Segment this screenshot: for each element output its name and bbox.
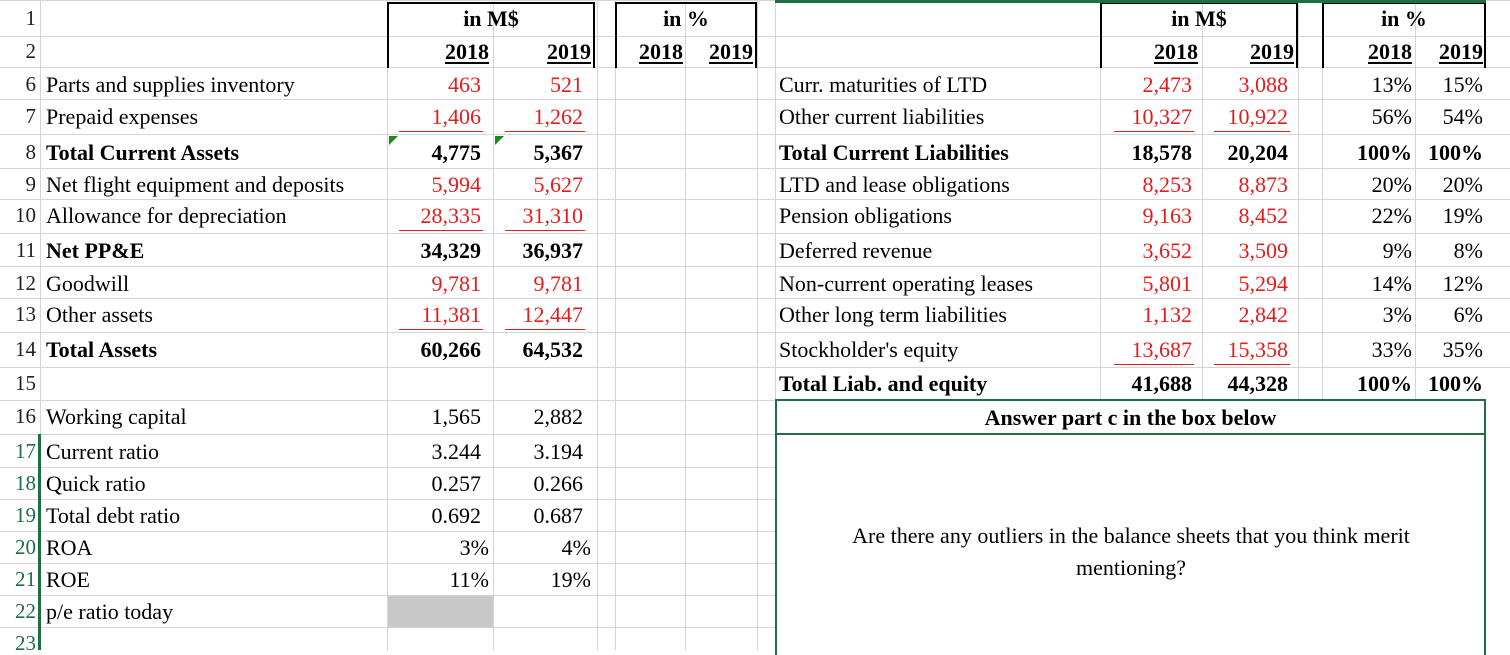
answer-header: Answer part c in the box below: [984, 405, 1277, 430]
right-table-top-border: [775, 0, 1486, 3]
ratio-value[interactable]: 11%: [449, 567, 489, 592]
cell-pct[interactable]: 15%: [1442, 72, 1483, 97]
cell-value[interactable]: 13,687: [1131, 337, 1192, 362]
row-label[interactable]: Net PP&E: [46, 238, 145, 263]
cell-value[interactable]: 4,775: [431, 140, 481, 165]
cell-value[interactable]: 3,509: [1238, 238, 1288, 263]
row-number[interactable]: 9: [25, 172, 36, 196]
ratio-value[interactable]: 4%: [561, 535, 591, 560]
row-number[interactable]: 20: [15, 535, 36, 559]
ratio-label[interactable]: Quick ratio: [46, 471, 146, 496]
left-year-2019[interactable]: 2019: [547, 39, 591, 64]
cell-value[interactable]: 463: [448, 72, 481, 97]
selection-edge: [38, 434, 41, 650]
row-label[interactable]: Curr. maturities of LTD: [779, 72, 988, 97]
row-number[interactable]: 7: [25, 104, 36, 128]
right-year-2018[interactable]: 2018: [1154, 39, 1198, 64]
ratio-label[interactable]: Total debt ratio: [46, 503, 181, 528]
cell-value[interactable]: 18,578: [1131, 140, 1192, 165]
cell-value[interactable]: 44,328: [1227, 371, 1288, 396]
underline: [1214, 131, 1290, 132]
row-number[interactable]: 19: [15, 503, 36, 527]
underline: [505, 131, 585, 132]
ratio-value[interactable]: 3.194: [533, 439, 583, 464]
row-label[interactable]: Other assets: [46, 302, 153, 327]
cell-value[interactable]: 41,688: [1131, 371, 1192, 396]
row-number[interactable]: 17: [15, 439, 36, 463]
cell-pct[interactable]: 33%: [1371, 337, 1412, 362]
cell-value[interactable]: 8,452: [1238, 203, 1288, 228]
row-number[interactable]: 21: [15, 567, 36, 591]
cell-pct[interactable]: 3%: [1382, 302, 1412, 327]
cell-value[interactable]: 9,781: [533, 271, 583, 296]
cell-pct[interactable]: 9%: [1382, 238, 1412, 263]
row-number[interactable]: 10: [15, 203, 36, 227]
cell-value[interactable]: 5,801: [1142, 271, 1192, 296]
row-label[interactable]: Pension obligations: [779, 203, 952, 228]
right-pct-year-2018[interactable]: 2018: [1368, 39, 1412, 64]
cell-value[interactable]: 11,381: [421, 302, 481, 327]
cell-pct[interactable]: 14%: [1371, 271, 1412, 296]
row-number[interactable]: 1: [25, 6, 36, 30]
underline: [399, 131, 483, 132]
cell-value[interactable]: 521: [550, 72, 583, 97]
cell-pct[interactable]: 35%: [1442, 337, 1483, 362]
underline: [1114, 131, 1194, 132]
row-label[interactable]: Stockholder's equity: [779, 337, 959, 362]
row-label[interactable]: Total Current Liabilities: [779, 140, 1009, 165]
row-number[interactable]: 15: [15, 371, 36, 395]
pe-ratio-input-cell[interactable]: [388, 596, 493, 627]
underline: [1114, 364, 1194, 365]
cell-value[interactable]: 5,994: [431, 172, 481, 197]
cell-pct[interactable]: 56%: [1371, 104, 1412, 129]
underline: [399, 329, 483, 330]
left-pct-year-2018[interactable]: 2018: [639, 39, 683, 64]
row-label[interactable]: Deferred revenue: [779, 238, 933, 263]
ratio-label[interactable]: ROE: [46, 567, 90, 592]
cell-value[interactable]: 34,329: [420, 238, 481, 263]
underline: [399, 230, 483, 231]
right-year-2019[interactable]: 2019: [1250, 39, 1294, 64]
error-indicator-icon[interactable]: [389, 136, 398, 145]
ratio-label[interactable]: Current ratio: [46, 439, 160, 464]
underline: [505, 230, 585, 231]
row-label[interactable]: Non-current operating leases: [779, 271, 1034, 296]
row-number[interactable]: 14: [15, 337, 36, 361]
cell-value[interactable]: 5,294: [1238, 271, 1288, 296]
ratio-value[interactable]: 2,882: [533, 404, 583, 429]
cell-value[interactable]: 8,873: [1238, 172, 1288, 197]
cell-value[interactable]: 36,937: [522, 238, 583, 263]
cell-value[interactable]: 8,253: [1142, 172, 1192, 197]
row-label[interactable]: LTD and lease obligations: [779, 172, 1010, 197]
ratio-value[interactable]: 1,565: [431, 404, 481, 429]
row-number[interactable]: 16: [15, 404, 36, 428]
answer-question: Are there any outliers in the balance sheets that you think merit mentioning?: [852, 523, 1410, 580]
right-units-header[interactable]: in M$: [1171, 6, 1227, 31]
row-label[interactable]: Allowance for depreciation: [46, 203, 287, 228]
ratio-value[interactable]: 3.244: [431, 439, 481, 464]
cell-pct[interactable]: 12%: [1442, 271, 1483, 296]
row-number[interactable]: 2: [25, 39, 36, 63]
cell-value[interactable]: 1,132: [1142, 302, 1192, 327]
cell-pct[interactable]: 100%: [1357, 371, 1412, 396]
row-label[interactable]: Total Current Assets: [46, 140, 240, 165]
cell-value[interactable]: 3,652: [1142, 238, 1192, 263]
cell-pct[interactable]: 100%: [1428, 371, 1483, 396]
right-pct-year-2019[interactable]: 2019: [1439, 39, 1483, 64]
row-number[interactable]: 18: [15, 471, 36, 495]
ratio-value[interactable]: 19%: [550, 567, 591, 592]
cell-value[interactable]: 1,262: [533, 104, 583, 129]
row-number[interactable]: 22: [15, 599, 36, 623]
left-units-header[interactable]: in M$: [463, 6, 519, 31]
cell-value[interactable]: 10,922: [1227, 104, 1288, 129]
ratio-value[interactable]: 0.692: [431, 503, 481, 528]
cell-value[interactable]: 1,406: [431, 104, 481, 129]
cell-pct[interactable]: 100%: [1357, 140, 1412, 165]
cell-pct[interactable]: 19%: [1442, 203, 1483, 228]
cell-pct[interactable]: 8%: [1453, 238, 1483, 263]
underline: [505, 329, 585, 330]
ratio-value[interactable]: 0.687: [533, 503, 583, 528]
row-label[interactable]: Total Assets: [46, 337, 158, 362]
cell-value[interactable]: 3,088: [1238, 72, 1288, 97]
cell-value[interactable]: 20,204: [1227, 140, 1288, 165]
row-number[interactable]: 12: [15, 271, 36, 295]
ratio-value[interactable]: 0.266: [533, 471, 583, 496]
cell-value[interactable]: 2,842: [1238, 302, 1288, 327]
cell-pct[interactable]: 20%: [1371, 172, 1412, 197]
left-pct-header[interactable]: in %: [663, 6, 709, 31]
row-number[interactable]: 23: [15, 631, 36, 655]
ratio-value[interactable]: 0.257: [431, 471, 481, 496]
cell-value[interactable]: 10,327: [1131, 104, 1192, 129]
row-label[interactable]: Prepaid expenses: [46, 104, 199, 129]
row-label[interactable]: Net flight equipment and deposits: [46, 172, 345, 197]
cell-value[interactable]: 5,627: [533, 172, 583, 197]
left-year-2018[interactable]: 2018: [445, 39, 489, 64]
row-number[interactable]: 11: [15, 238, 36, 262]
row-label[interactable]: Total Liab. and equity: [779, 371, 988, 396]
row-label[interactable]: Other current liabilities: [779, 104, 985, 129]
row-number[interactable]: 6: [25, 72, 36, 96]
cell-value[interactable]: 15,358: [1227, 337, 1288, 362]
cell-value[interactable]: 9,781: [431, 271, 481, 296]
row-label[interactable]: Parts and supplies inventory: [46, 72, 295, 97]
cell-pct[interactable]: 13%: [1371, 72, 1412, 97]
underline: [1214, 364, 1290, 365]
ratio-label[interactable]: p/e ratio today: [46, 599, 174, 624]
cell-pct[interactable]: 20%: [1442, 172, 1483, 197]
cell-value[interactable]: 60,266: [420, 337, 481, 362]
cell-value[interactable]: 9,163: [1142, 203, 1192, 228]
cell-value[interactable]: 31,310: [522, 203, 583, 228]
cell-value[interactable]: 28,335: [420, 203, 481, 228]
row-number[interactable]: 8: [25, 140, 36, 164]
ratio-label[interactable]: ROA: [46, 535, 93, 560]
left-pct-year-2019[interactable]: 2019: [709, 39, 753, 64]
row-label[interactable]: Other long term liabilities: [779, 302, 1007, 327]
cell-pct[interactable]: 22%: [1371, 203, 1412, 228]
cell-pct[interactable]: 6%: [1453, 302, 1483, 327]
cell-value[interactable]: 12,447: [522, 302, 583, 327]
cell-pct[interactable]: 54%: [1442, 104, 1483, 129]
ratio-value[interactable]: 3%: [459, 535, 489, 560]
ratio-label[interactable]: Working capital: [46, 404, 187, 429]
row-label[interactable]: Goodwill: [46, 271, 130, 296]
cell-value[interactable]: 2,473: [1142, 72, 1192, 97]
cell-pct[interactable]: 100%: [1428, 140, 1483, 165]
cell-value[interactable]: 64,532: [522, 337, 583, 362]
cell-value[interactable]: 5,367: [533, 140, 583, 165]
row-number[interactable]: 13: [15, 302, 36, 326]
right-pct-header[interactable]: in %: [1381, 6, 1427, 31]
error-indicator-icon[interactable]: [495, 136, 504, 145]
